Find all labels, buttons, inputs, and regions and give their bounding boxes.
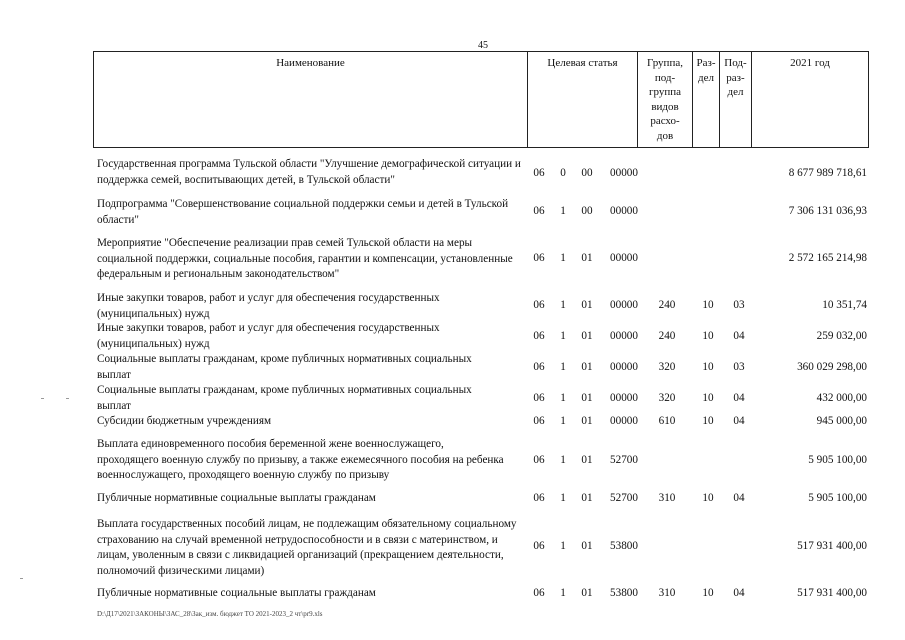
code-subsection: 04 [733,392,745,404]
code-program: 06 [533,392,545,404]
row-amount: 8 677 989 718,61 [788,167,867,179]
header-target: Целевая статья [527,52,637,147]
row-amount: 517 931 400,00 [797,587,867,599]
row-name: Иные закупки товаров, работ и услуг для обеспечения государственных (муниципальных) нужд [97,322,440,350]
code-section: 10 [702,330,714,342]
code-direction: 00000 [610,392,638,404]
code-expense-group: 310 [658,587,676,599]
code-subsection: 03 [733,361,745,373]
code-measure: 01 [581,454,593,466]
row-name: Социальные выплаты гражданам, кроме публичных нормативных социальных выплат [97,353,472,381]
row-amount: 517 931 400,00 [797,540,867,552]
code-subprogram: 1 [560,415,566,427]
code-measure: 01 [581,299,593,311]
code-direction: 00000 [610,415,638,427]
code-program: 06 [533,492,545,504]
table-header [93,51,869,148]
header-subsection: Под- раз- дел [719,52,751,147]
code-subprogram: 1 [560,205,566,217]
code-program: 06 [533,167,545,179]
code-program: 06 [533,205,545,217]
code-section: 10 [702,392,714,404]
scan-speck [41,398,44,399]
code-program: 06 [533,540,545,552]
row-name: Субсидии бюджетным учреждениям [97,415,272,427]
code-measure: 00 [581,167,593,179]
code-program: 06 [533,415,545,427]
code-measure: 01 [581,415,593,427]
code-subprogram: 1 [560,299,566,311]
page-number: 45 [478,40,488,51]
code-expense-group: 240 [658,299,676,311]
row-name: Выплата единовременного пособия беременной жене военнослужащего, проходящего военную службу по призыву, а также ежемесячного пособия на ребенка военнослужащего, проходящего военную службу по призыву [97,438,504,481]
code-program: 06 [533,330,545,342]
code-direction: 00000 [610,361,638,373]
code-direction: 52700 [610,454,638,466]
row-amount: 360 029 298,00 [797,361,867,373]
code-subsection: 04 [733,330,745,342]
code-direction: 00000 [610,205,638,217]
row-name: Публичные нормативные социальные выплаты гражданам [97,587,376,599]
code-expense-group: 240 [658,330,676,342]
code-section: 10 [702,299,714,311]
code-program: 06 [533,587,545,599]
row-amount: 10 351,74 [822,299,867,311]
code-subprogram: 1 [560,361,566,373]
code-subprogram: 1 [560,587,566,599]
code-program: 06 [533,361,545,373]
code-subprogram: 1 [560,454,566,466]
row-amount: 2 572 165 214,98 [788,252,867,264]
row-name: Социальные выплаты гражданам, кроме публичных нормативных социальных выплат [97,384,472,412]
code-subprogram: 1 [560,330,566,342]
row-amount: 5 905 100,00 [808,454,867,466]
code-subprogram: 1 [560,540,566,552]
code-direction: 00000 [610,330,638,342]
scan-speck [20,578,23,579]
code-subprogram: 0 [560,167,566,179]
code-program: 06 [533,252,545,264]
code-subprogram: 1 [560,492,566,504]
row-name: Выплата государственных пособий лицам, не подлежащим обязательному социальному страхованию на случай временной нетрудоспособности и в связи с материнством, и лицам, уволенным в связи с ликвидацией организаций (прекращением деятельности, полномочий физическими лицами) [97,518,517,577]
code-subsection: 04 [733,415,745,427]
code-direction: 00000 [610,167,638,179]
header-year: 2021 год [751,52,868,147]
header-name: Наименование [276,57,345,69]
row-name: Иные закупки товаров, работ и услуг для обеспечения государственных (муниципальных) нужд [97,292,440,320]
file-path-footer: D:\Д17\2021\ЗАКОНЫ\ЗАС_28\Зак_изм. бюджет ТО 2021-2023_2 чт\pr9.xls [97,610,323,618]
row-amount: 259 032,00 [816,330,867,342]
code-measure: 01 [581,252,593,264]
row-name: Подпрограмма "Совершенствование социальной поддержки семьи и детей в Тульской области" [97,198,509,226]
code-measure: 01 [581,540,593,552]
code-program: 06 [533,454,545,466]
code-direction: 53800 [610,587,638,599]
code-expense-group: 320 [658,392,676,404]
code-expense-group: 310 [658,492,676,504]
code-subprogram: 1 [560,252,566,264]
code-expense-group: 610 [658,415,676,427]
code-measure: 01 [581,392,593,404]
code-section: 10 [702,361,714,373]
code-subprogram: 1 [560,392,566,404]
code-direction: 00000 [610,252,638,264]
code-direction: 53800 [610,540,638,552]
code-direction: 00000 [610,299,638,311]
row-name: Публичные нормативные социальные выплаты гражданам [97,492,376,504]
code-direction: 52700 [610,492,638,504]
code-section: 10 [702,587,714,599]
code-subsection: 03 [733,299,745,311]
code-measure: 01 [581,361,593,373]
code-section: 10 [702,415,714,427]
header-section: Раз- дел [692,52,719,147]
code-measure: 01 [581,587,593,599]
code-measure: 00 [581,205,593,217]
row-amount: 945 000,00 [816,415,867,427]
code-subsection: 04 [733,587,745,599]
code-subsection: 04 [733,492,745,504]
code-program: 06 [533,299,545,311]
row-amount: 5 905 100,00 [808,492,867,504]
code-measure: 01 [581,492,593,504]
row-amount: 7 306 131 036,93 [788,205,867,217]
scan-speck [66,398,69,399]
row-amount: 432 000,00 [816,392,867,404]
code-section: 10 [702,492,714,504]
code-expense-group: 320 [658,361,676,373]
row-name: Государственная программа Тульской области "Улучшение демографической ситуации и поддержка семей, воспитывающих детей, в Тульской области" [97,158,521,186]
row-name: Мероприятие "Обеспечение реализации прав семей Тульской области на меры социальной поддержки, социальные пособия, гарантии и компенсации, установленные федеральным и региональным законодательством" [97,237,513,280]
header-group: Группа, под- группа видов расхо- дов [637,52,692,147]
code-measure: 01 [581,330,593,342]
